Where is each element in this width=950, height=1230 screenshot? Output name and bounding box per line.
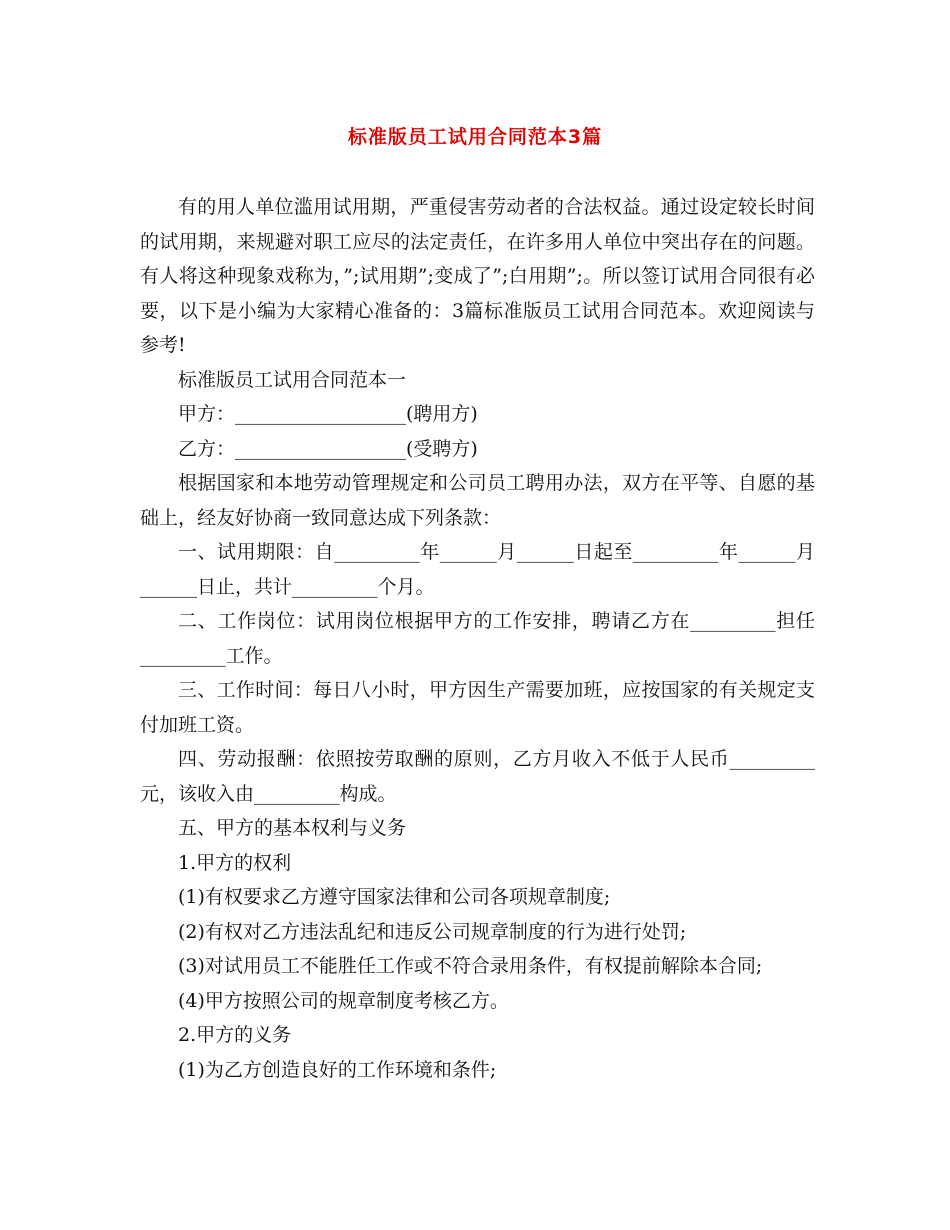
clause-position: 二、工作岗位：试用岗位根据甲方的工作安排，聘请乙方在_________担任_________工作。	[140, 610, 815, 667]
preamble-paragraph: 根据国家和本地劳动管理规定和公司员工聘用办法，双方在平等、自愿的基础上，经友好协商一致同意达成下列条款：	[140, 472, 815, 529]
clause-remuneration: 四、劳动报酬：依照按劳取酬的原则，乙方月收入不低于人民币_________元，该收入由_________构成。	[140, 748, 815, 805]
document-title: 标准版员工试用合同范本3篇	[347, 126, 603, 148]
clause-trial-period: 一、试用期限：自_________年______月______日起至_________年______月______日止，共计_________个月。	[140, 541, 815, 598]
list-item: (1)有权要求乙方遵守国家法律和公司各项规章制度;	[178, 886, 611, 908]
party-a-line: 甲方：__________________(聘用方)	[178, 403, 478, 425]
list-item: (4)甲方按照公司的规章制度考核乙方。	[178, 989, 509, 1012]
section-heading: 标准版员工试用合同范本一	[178, 368, 407, 391]
list-item: (1)为乙方创造良好的工作环境和条件;	[178, 1058, 497, 1081]
party-a-rights-heading: 1.甲方的权利	[178, 851, 292, 874]
party-a-duties-heading: 2.甲方的义务	[178, 1024, 292, 1046]
clause-party-a-heading: 五、甲方的基本权利与义务	[178, 817, 407, 839]
list-item: (3)对试用员工不能胜任工作或不符合录用条件，有权提前解除本合同;	[178, 955, 763, 977]
party-b-line: 乙方：__________________(受聘方)	[178, 437, 478, 460]
clause-working-hours: 三、工作时间：每日八小时，甲方因生产需要加班，应按国家的有关规定支付加班工资。	[140, 679, 815, 736]
document-body	[140, 190, 815, 1087]
intro-paragraph: 有的用人单位滥用试用期，严重侵害劳动者的合法权益。通过设定较长时间的试用期，来规避对职工应尽的法定责任，在许多用人单位中突出存在的问题。有人将这种现象戏称为，”;试用期”;变成了”;白用期”;。所以签订试用合同很有必要，以下是小编为大家精心准备的：3篇标准版员工试用合同范本。欢迎阅读与参考!	[140, 196, 815, 356]
list-item: (2)有权对乙方违法乱纪和违反公司规章制度的行为进行处罚;	[178, 920, 687, 943]
